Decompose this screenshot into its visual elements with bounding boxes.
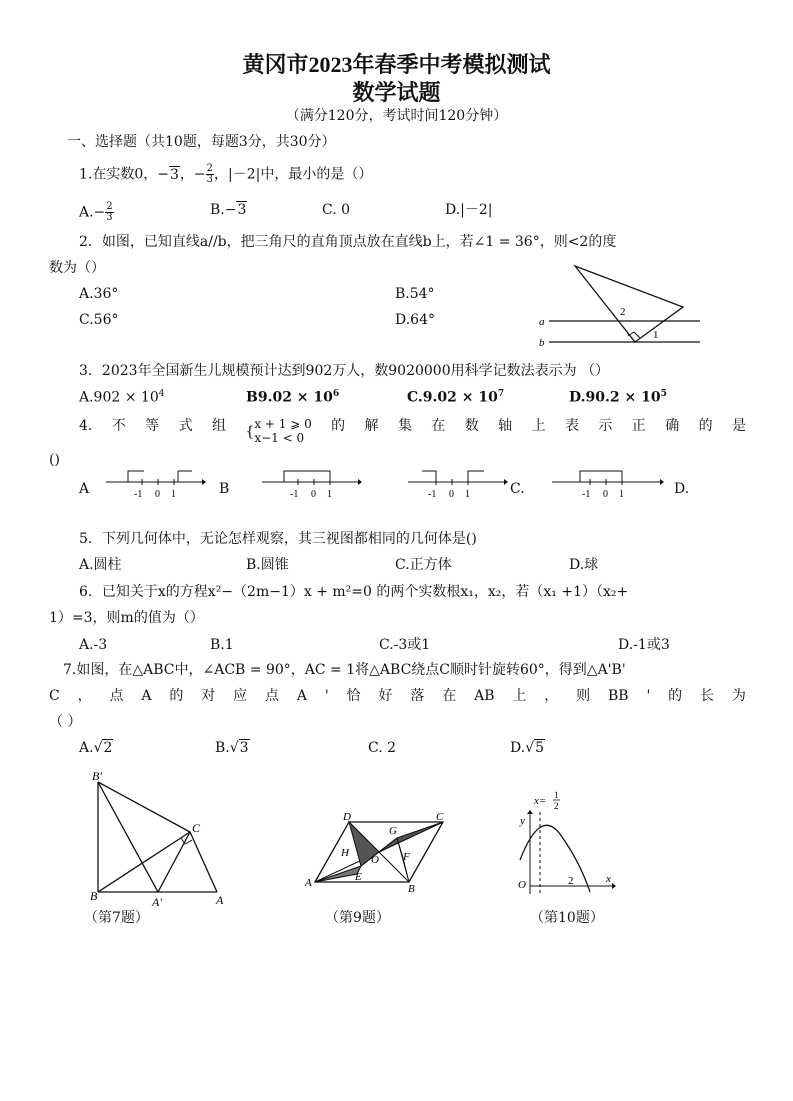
q5-stem: 5．下列几何体中，无论怎样观察，其三视图都相同的几何体是() bbox=[79, 531, 477, 547]
svg-text:O: O bbox=[518, 879, 526, 891]
q4-label-a: A bbox=[79, 481, 90, 497]
svg-text:E: E bbox=[355, 871, 362, 883]
svg-text:-1: -1 bbox=[582, 489, 591, 500]
svg-text:-1: -1 bbox=[134, 489, 143, 500]
q3-option-d: $D.90.2 \times 10^5$ bbox=[569, 389, 667, 406]
svg-text:G: G bbox=[389, 825, 397, 837]
q5-option-a: A.圆柱 bbox=[79, 557, 122, 573]
svg-text:A': A' bbox=[152, 895, 162, 909]
page-subtitle: 数学试题 bbox=[352, 80, 441, 105]
svg-text:C: C bbox=[436, 811, 444, 823]
q6-stem-line2: 1）=3，则m的值为（） bbox=[49, 610, 204, 626]
svg-text:1: 1 bbox=[327, 489, 332, 500]
svg-text:H: H bbox=[341, 847, 349, 859]
exam-note: （满分120分，考试时间120分钟） bbox=[285, 108, 508, 124]
q7-option-a: A.√2 bbox=[79, 740, 113, 756]
q4-stem: 4. 不 等 式 组 { x + 1 ⩾ 0 x−1 < 0 的 解 集 在 数 轴 上 表 示 正 确 的 是 bbox=[79, 417, 746, 445]
svg-text:0: 0 bbox=[155, 489, 160, 500]
svg-text:1: 1 bbox=[554, 790, 559, 800]
q4-numberline-a bbox=[106, 466, 206, 502]
q2-option-a: A.36° bbox=[79, 286, 119, 302]
svg-text:C: C bbox=[192, 821, 201, 835]
svg-text:1: 1 bbox=[171, 489, 176, 500]
figure-7-caption: （第7题） bbox=[84, 910, 149, 926]
svg-text:x: x bbox=[606, 873, 611, 885]
q6-stem-line1: 6．已知关于x的方程x²−（2m−1）x + m²=0 的两个实数根x₁，x₂，若（x₁ +1）（x₂+ bbox=[79, 584, 629, 600]
svg-text:D: D bbox=[343, 811, 351, 823]
q7-option-d: D.√5 bbox=[510, 740, 545, 756]
svg-text:0: 0 bbox=[311, 489, 316, 500]
q2-figure bbox=[535, 262, 705, 352]
q3-option-a: $A.902 \times 10^4$ bbox=[79, 389, 165, 406]
q4-label-b: B bbox=[219, 481, 230, 497]
q7-option-b: B.√3 bbox=[215, 740, 249, 756]
q2-option-c: C.56° bbox=[79, 312, 119, 328]
figure-10 bbox=[508, 790, 618, 900]
q7-stem-line1: 7.如图，在△ABC中，∠ACB = 90°，AC = 1将△ABC绕点C顺时针旋转60°，得到△A'B' bbox=[63, 662, 626, 678]
q4-inequality-system: x + 1 ⩾ 0 x−1 < 0 bbox=[254, 417, 312, 445]
q6-option-a: A.-3 bbox=[79, 637, 108, 653]
q3-stem: 3．2023年全国新生儿规模预计达到902万人，数9020000用科学记数法表示为 （） bbox=[79, 363, 610, 379]
svg-text:y: y bbox=[520, 815, 525, 827]
q6-option-b: B.1 bbox=[210, 637, 234, 653]
q2-label-a: a bbox=[539, 316, 545, 328]
q7-option-c: C. 2 bbox=[368, 740, 397, 756]
q2-option-d: D.64° bbox=[395, 312, 435, 328]
q2-stem-line1: 2．如图，已知直线a//b，把三角尺的直角顶点放在直线b上，若∠1 = 36°，则<2的度 bbox=[79, 234, 617, 250]
q6-option-c: C.-3或1 bbox=[379, 637, 431, 653]
q2-stem-line2: 数为（） bbox=[49, 260, 105, 276]
svg-text:1: 1 bbox=[465, 489, 470, 500]
svg-text:0: 0 bbox=[449, 489, 454, 500]
q7-stem-line3: （ ） bbox=[49, 714, 82, 730]
q1-option-c: C. 0 bbox=[322, 202, 351, 218]
q2-label-b: b bbox=[539, 337, 545, 349]
svg-text:x=: x= bbox=[534, 795, 547, 807]
figure-7 bbox=[80, 768, 230, 908]
q3-option-c: $C.9.02 \times 10^7$ bbox=[407, 389, 505, 406]
q1-option-b: B.−3 bbox=[210, 202, 247, 218]
svg-text:O: O bbox=[371, 854, 379, 866]
q4-numberline-b bbox=[262, 466, 362, 502]
page-title: 黄冈市2023年春季中考模拟测试 bbox=[242, 52, 551, 77]
q5-option-d: D.球 bbox=[569, 557, 599, 573]
q2-label-2: 2 bbox=[620, 306, 626, 318]
q1-stem: 1.在实数0，−3，− $\frac{2}{3}$ ，|－2|中，最小的是（） bbox=[79, 163, 373, 185]
svg-text:B': B' bbox=[92, 769, 102, 783]
svg-text:B: B bbox=[90, 889, 98, 903]
q4-numberline-c bbox=[408, 466, 508, 502]
q2-label-1: 1 bbox=[653, 329, 659, 341]
q4-numberline-d bbox=[552, 466, 664, 502]
svg-text:2: 2 bbox=[568, 875, 574, 887]
q5-option-b: B.圆锥 bbox=[246, 557, 289, 573]
svg-text:B: B bbox=[408, 883, 415, 895]
q1-option-d: D.|－2| bbox=[445, 202, 493, 218]
figure-10-caption: （第10题） bbox=[530, 910, 604, 926]
figure-9 bbox=[303, 808, 453, 898]
q4-label-d: D. bbox=[674, 481, 690, 497]
q6-option-d: D.-1或3 bbox=[618, 637, 670, 653]
svg-text:F: F bbox=[403, 851, 410, 863]
q5-option-c: C.正方体 bbox=[395, 557, 452, 573]
svg-text:1: 1 bbox=[619, 489, 624, 500]
q4-tail: () bbox=[49, 452, 60, 468]
svg-text:A: A bbox=[305, 877, 312, 889]
q2-option-b: B.54° bbox=[395, 286, 435, 302]
svg-text:0: 0 bbox=[603, 489, 608, 500]
q7-stem-line2: C ， 点 A 的 对 应 点 A ' 恰 好 落 在 AB 上 ， 则 BB ' 的 长 为 bbox=[49, 688, 746, 704]
figure-9-caption: （第9题） bbox=[325, 910, 390, 926]
q1-option-a: A.− $\frac{2}{3}$ bbox=[79, 201, 113, 223]
svg-text:A: A bbox=[216, 893, 224, 907]
q4-label-c: C. bbox=[510, 481, 525, 497]
section-heading: 一、选择题（共10题，每题3分，共30分） bbox=[67, 134, 336, 150]
svg-text:2: 2 bbox=[554, 801, 559, 811]
svg-text:-1: -1 bbox=[290, 489, 299, 500]
svg-text:-1: -1 bbox=[428, 489, 437, 500]
q3-option-b: $B9.02 \times 10^6$ bbox=[246, 389, 340, 406]
